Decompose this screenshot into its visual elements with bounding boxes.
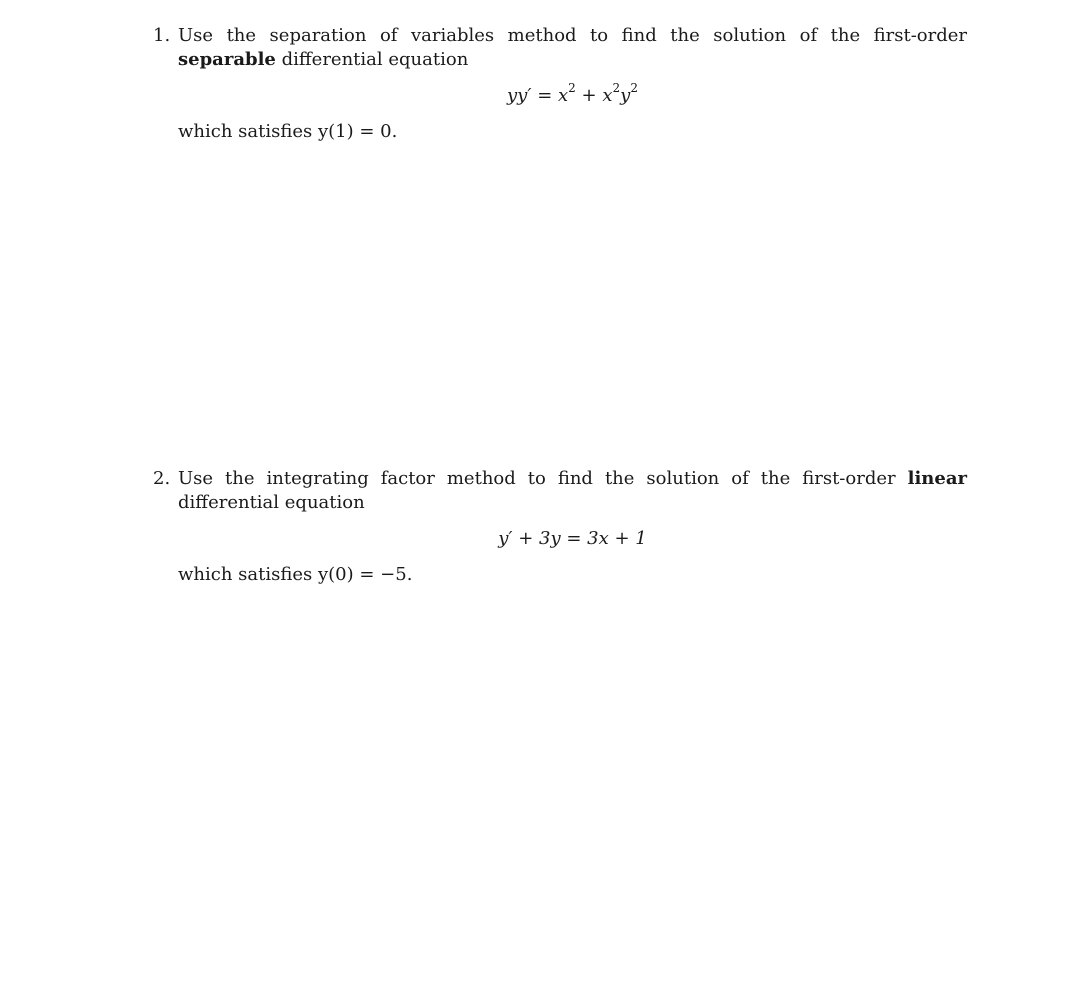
initial-condition xyxy=(153,563,967,587)
problem-2 xyxy=(153,467,967,587)
statement-emphasis: linear xyxy=(907,468,967,489)
problem-statement xyxy=(153,467,967,515)
equation-term2-base2: y xyxy=(620,85,631,106)
problem-1 xyxy=(153,24,967,144)
condition-suffix: . xyxy=(406,564,413,585)
condition-prefix: which satisfies xyxy=(178,121,313,142)
statement-outro: differential equation xyxy=(178,492,365,513)
equation-term2-exp2: 2 xyxy=(630,81,638,95)
equation-lhs: yy′ xyxy=(507,85,532,106)
display-equation xyxy=(153,81,967,108)
condition-suffix: . xyxy=(391,121,398,142)
problem-number: 1. xyxy=(153,25,171,46)
statement-text xyxy=(178,24,967,72)
statement-intro: Use the integrating factor method to find the solution of the first-order xyxy=(178,468,896,489)
equation-term1-base: x xyxy=(558,85,569,106)
statement-emphasis: separable xyxy=(178,49,276,70)
initial-condition xyxy=(153,120,967,144)
problem-statement xyxy=(153,24,967,72)
statement-text xyxy=(178,467,967,515)
condition-prefix: which satisfies xyxy=(178,564,313,585)
display-equation xyxy=(153,527,967,551)
equation-text: y′ + 3y = 3x + 1 xyxy=(498,528,647,549)
condition-math: y(0) = −5 xyxy=(317,564,407,585)
equation-term2-base1: x xyxy=(602,85,613,106)
problem-number: 2. xyxy=(153,468,171,489)
statement-intro: Use the separation of variables method to find the solution of the first-order xyxy=(178,25,967,46)
equation-equals: = xyxy=(537,85,553,106)
condition-math: y(1) = 0 xyxy=(317,121,392,142)
equation-term1-exp: 2 xyxy=(568,81,576,95)
statement-outro: differential equation xyxy=(281,49,469,70)
equation-term2-exp1: 2 xyxy=(612,81,621,95)
equation-plus: + xyxy=(581,85,597,106)
